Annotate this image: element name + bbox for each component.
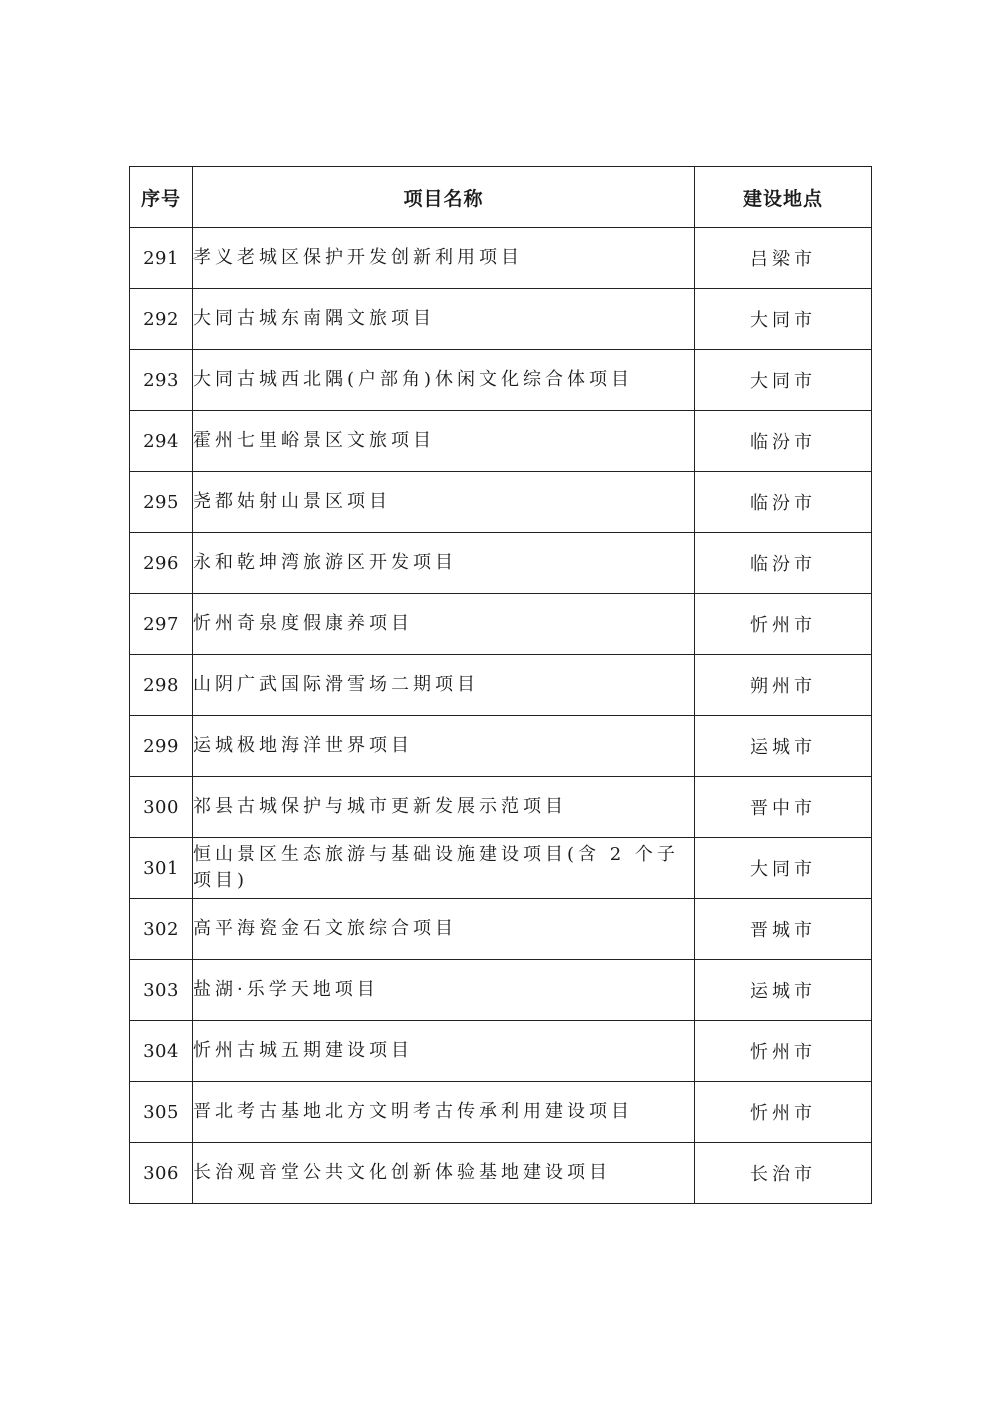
row-location: 临汾市 [695, 533, 872, 594]
row-location: 大同市 [695, 289, 872, 350]
row-project-name: 高平海瓷金石文旅综合项目 [193, 899, 695, 960]
row-project-name: 孝义老城区保护开发创新利用项目 [193, 228, 695, 289]
table-row [130, 1143, 872, 1204]
table-header [130, 167, 872, 228]
row-location: 长治市 [695, 1143, 872, 1204]
header-row [130, 167, 872, 228]
row-project-name: 运城极地海洋世界项目 [193, 716, 695, 777]
row-location: 临汾市 [695, 472, 872, 533]
row-index: 296 [130, 533, 193, 594]
row-location: 临汾市 [695, 411, 872, 472]
row-location: 忻州市 [695, 594, 872, 655]
row-index: 297 [130, 594, 193, 655]
row-location: 忻州市 [695, 1021, 872, 1082]
table-row [130, 655, 872, 716]
row-index: 301 [130, 838, 193, 899]
row-project-name: 忻州奇泉度假康养项目 [193, 594, 695, 655]
row-index: 306 [130, 1143, 193, 1204]
table-row [130, 838, 872, 899]
table-row [130, 228, 872, 289]
header-location: 建设地点 [695, 167, 872, 228]
row-project-name: 长治观音堂公共文化创新体验基地建设项目 [193, 1143, 695, 1204]
row-index: 302 [130, 899, 193, 960]
table-row [130, 960, 872, 1021]
table-row [130, 289, 872, 350]
row-index: 295 [130, 472, 193, 533]
table-row [130, 716, 872, 777]
row-project-name: 恒山景区生态旅游与基础设施建设项目(含 2 个子项目) [193, 838, 695, 899]
row-project-name: 大同古城西北隅(户部角)休闲文化综合体项目 [193, 350, 695, 411]
row-location: 吕梁市 [695, 228, 872, 289]
row-project-name: 晋北考古基地北方文明考古传承利用建设项目 [193, 1082, 695, 1143]
header-index: 序号 [130, 167, 193, 228]
header-project-name: 项目名称 [193, 167, 695, 228]
row-location: 晋中市 [695, 777, 872, 838]
table-row [130, 899, 872, 960]
row-index: 305 [130, 1082, 193, 1143]
row-index: 298 [130, 655, 193, 716]
row-location: 大同市 [695, 350, 872, 411]
table-row [130, 350, 872, 411]
table-row [130, 533, 872, 594]
table-row [130, 411, 872, 472]
row-index: 303 [130, 960, 193, 1021]
table-row [130, 1082, 872, 1143]
row-project-name: 忻州古城五期建设项目 [193, 1021, 695, 1082]
project-list-sheet [129, 166, 871, 1204]
row-index: 292 [130, 289, 193, 350]
row-index: 299 [130, 716, 193, 777]
row-location: 运城市 [695, 960, 872, 1021]
table-row [130, 777, 872, 838]
row-location: 大同市 [695, 838, 872, 899]
row-location: 朔州市 [695, 655, 872, 716]
project-table [129, 166, 872, 1204]
row-project-name: 山阴广武国际滑雪场二期项目 [193, 655, 695, 716]
row-project-name: 祁县古城保护与城市更新发展示范项目 [193, 777, 695, 838]
table-row [130, 594, 872, 655]
row-index: 294 [130, 411, 193, 472]
row-location: 晋城市 [695, 899, 872, 960]
table-row [130, 472, 872, 533]
row-project-name: 大同古城东南隅文旅项目 [193, 289, 695, 350]
row-project-name: 盐湖·乐学天地项目 [193, 960, 695, 1021]
row-project-name: 尧都姑射山景区项目 [193, 472, 695, 533]
row-location: 忻州市 [695, 1082, 872, 1143]
row-index: 304 [130, 1021, 193, 1082]
row-index: 291 [130, 228, 193, 289]
table-row [130, 1021, 872, 1082]
row-index: 293 [130, 350, 193, 411]
row-index: 300 [130, 777, 193, 838]
row-project-name: 永和乾坤湾旅游区开发项目 [193, 533, 695, 594]
table-body [130, 228, 872, 1204]
row-location: 运城市 [695, 716, 872, 777]
row-project-name: 霍州七里峪景区文旅项目 [193, 411, 695, 472]
